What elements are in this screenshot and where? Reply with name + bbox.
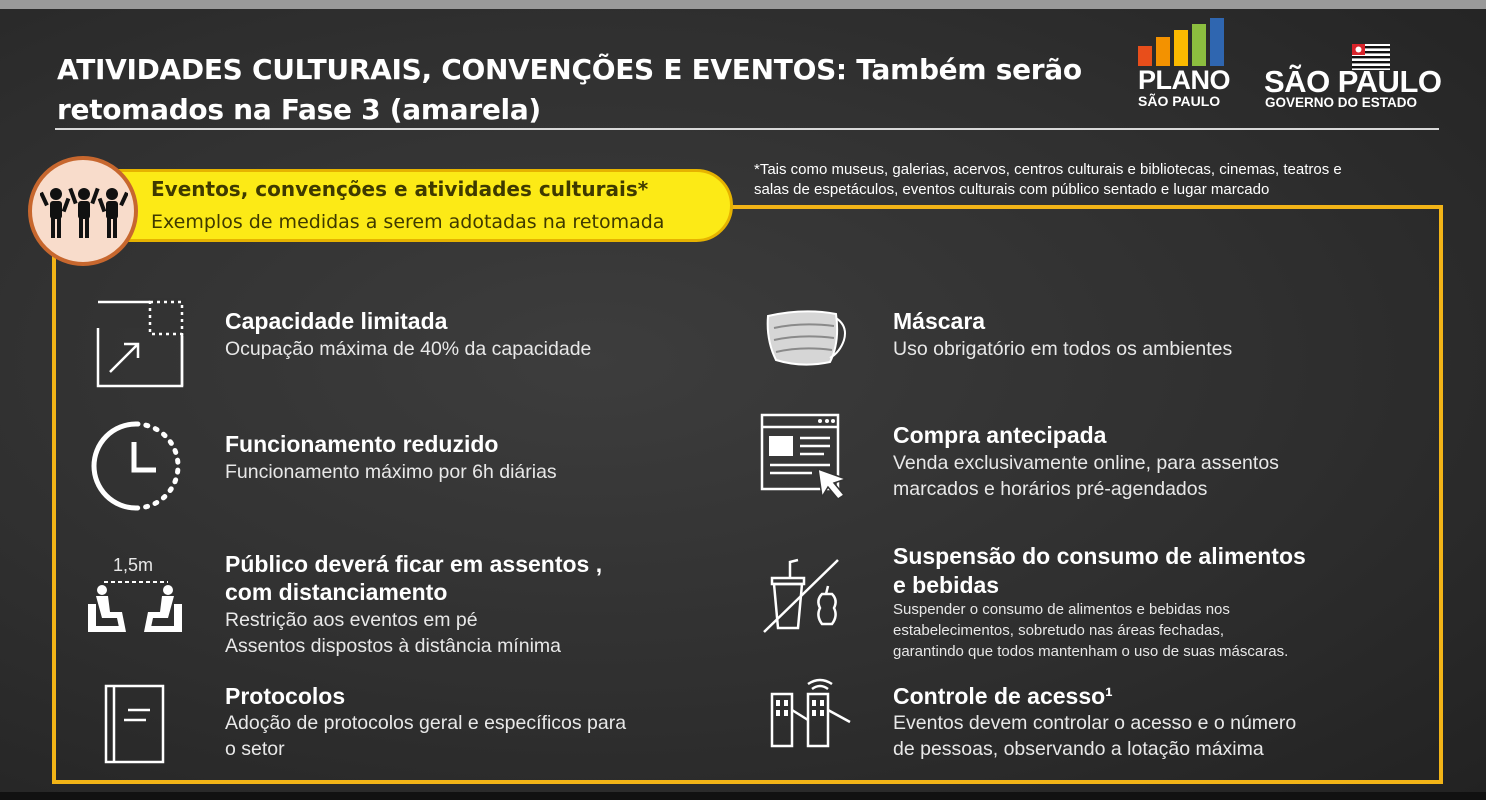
compra-text-line1: Venda exclusivamente online, para assentos — [893, 452, 1279, 474]
suspensao-text-line3: garantindo que todos mantenham o uso de suas máscaras. — [893, 643, 1289, 660]
capacity-icon — [96, 298, 186, 388]
top-bar — [0, 0, 1486, 9]
seated-distance-icon — [86, 576, 184, 636]
capacidade-title: Capacidade limitada — [225, 308, 448, 334]
funcionamento-title: Funcionamento reduzido — [225, 431, 499, 457]
mascara-text: Uso obrigatório em todos os ambientes — [893, 338, 1233, 360]
mascara-title: Máscara — [893, 308, 986, 334]
logo-text-governo: GOVERNO DO ESTADO — [1265, 95, 1418, 110]
controle-text-line2: de pessoas, observando a lotação máxima — [893, 738, 1264, 760]
publico-title-line1: Público deverá ficar em assentos , — [225, 551, 603, 577]
logo-text-sao-paulo: SÃO PAULO — [1138, 93, 1221, 109]
page-title-line1: ATIVIDADES CULTURAIS, CONVENÇÕES E EVENTOS: Também serão — [57, 53, 1082, 86]
logo-text-plano: PLANO — [1138, 65, 1230, 95]
section-subtitle: Exemplos de medidas a serem adotadas na retomada — [151, 211, 665, 233]
suspensao-title-line1: Suspensão do consumo de alimentos — [893, 543, 1306, 569]
protocolos-title: Protocolos — [225, 683, 346, 709]
logo-text-sao-paulo-state: SÃO PAULO — [1264, 64, 1442, 99]
plano-sao-paulo-logo — [1135, 18, 1233, 110]
people-icon — [40, 184, 128, 240]
bar-chart-icon — [1138, 18, 1230, 66]
governo-sp-logo — [1264, 44, 1444, 112]
online-purchase-icon — [760, 413, 850, 503]
bottom-bar — [0, 792, 1486, 800]
suspensao-title-line2: e bebidas — [893, 572, 1000, 598]
footnote-line1: *Tais como museus, galerias, acervos, centros culturais e bibliotecas, cinemas, teatros e — [754, 161, 1342, 178]
publico-text-line1: Restrição aos eventos em pé — [225, 609, 478, 631]
page-title — [57, 50, 1107, 130]
suspensao-text-line1: Suspender o consumo de alimentos e bebidas nos — [893, 601, 1230, 618]
footnote-line2: salas de espetáculos, eventos culturais com público sentado e lugar marcado — [754, 181, 1270, 198]
no-food-drink-icon — [760, 556, 842, 636]
logo-bar — [1210, 18, 1224, 66]
controle-text-line1: Eventos devem controlar o acesso e o número — [893, 712, 1297, 734]
controle-title: Controle de acesso¹ — [893, 683, 1113, 709]
logo-bar — [1138, 46, 1152, 66]
capacidade-text: Ocupação máxima de 40% da capacidade — [225, 338, 592, 360]
distance-label: 1,5m — [113, 555, 154, 575]
title-divider — [55, 128, 1439, 130]
mask-icon — [764, 306, 848, 368]
section-icon-circle — [28, 156, 138, 266]
compra-text-line2: marcados e horários pré-agendados — [893, 478, 1208, 500]
page-title-line2: retomados na Fase 3 (amarela) — [57, 93, 541, 126]
publico-title-line2: com distanciamento — [225, 579, 448, 605]
protocolos-text-line1: Adoção de protocolos geral e específicos para — [225, 712, 627, 734]
compra-title: Compra antecipada — [893, 422, 1107, 448]
protocolos-text-line2: o setor — [225, 738, 285, 760]
logo-bar — [1174, 30, 1188, 66]
document-icon — [104, 684, 166, 764]
footnote — [754, 160, 1444, 200]
clock-icon — [90, 420, 182, 512]
logo-bar — [1192, 24, 1206, 66]
turnstile-icon — [770, 676, 854, 748]
suspensao-text-line2: estabelecimentos, sobretudo nas áreas fechadas, — [893, 622, 1225, 639]
publico-text-line2: Assentos dispostos à distância mínima — [225, 635, 561, 657]
funcionamento-text: Funcionamento máximo por 6h diárias — [225, 461, 557, 483]
logo-bar — [1156, 37, 1170, 66]
section-title: Eventos, convenções e atividades culturais* — [151, 177, 649, 201]
